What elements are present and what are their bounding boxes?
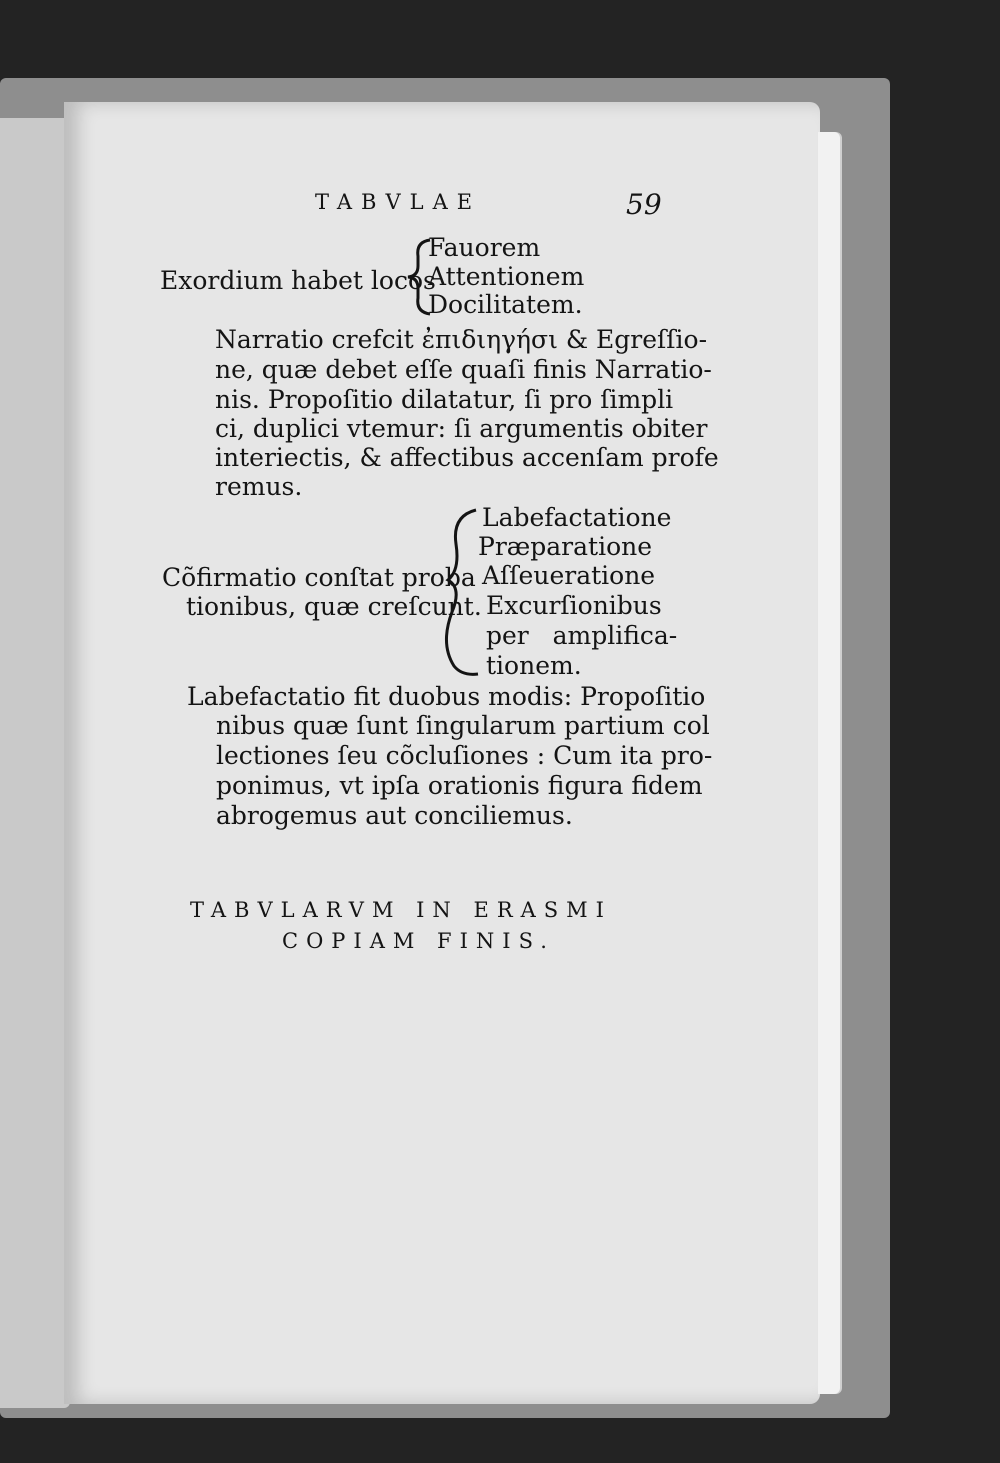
narratio-line-6: remus. [215,472,303,501]
page-number: 59 [626,188,662,221]
exordium-item-fauorem: Fauorem [428,233,541,262]
confirmatio-item-3: Aſſeueratione [482,561,656,590]
narratio-line-2: ne, quæ debet eſſe quaſi finis Narratio- [215,355,712,384]
running-title: TABVLAE [315,190,482,214]
left-page-edge [0,118,70,1408]
colophon-line-1: TABVLARVM IN ERASMI [190,898,612,922]
exordium-item-attentionem: Attentionem [428,262,585,291]
page-fore-edge [818,132,840,1394]
labefactatio-line-1: Labefactatio fit duobus modis: Propoſitio [187,682,706,711]
narratio-line-3: nis. Propoſitio dilatatur, ſi pro ſimpli [215,385,674,414]
labefactatio-line-4: ponimus, vt ipſa orationis figura fidem [216,771,703,800]
confirmatio-item-4: Excurſionibus [486,591,662,620]
confirmatio-item-5: per amplifica- [486,621,678,650]
confirmatio-item-1: Labefactatione [482,503,672,532]
exordium-label: Exordium habet locos [160,266,436,295]
exordium-item-docilitatem: Docilitatem. [428,290,583,319]
confirmatio-label-line-2: tionibus, quæ creſcunt. [186,592,482,621]
labefactatio-line-2: nibus quæ ſunt ſingularum partium col [216,711,710,740]
labefactatio-line-5: abrogemus aut conciliemus. [216,801,573,830]
narratio-line-4: ci, duplici vtemur: ſi argumentis obiter [215,414,708,443]
confirmatio-label-line-1: Cõfirmatio conſtat proba [162,563,476,592]
colophon-line-2: COPIAM FINIS. [282,929,555,953]
labefactatio-line-3: lectiones ſeu cõcluſiones : Cum ita pro- [216,741,713,770]
confirmatio-item-6: tionem. [486,651,582,680]
confirmatio-item-2: Præparatione [478,532,653,561]
confirmatio-brace-icon [440,504,484,680]
narratio-line-1: Narratio crefcit ἐπιδιηγήσι & Egreſſio- [215,325,708,354]
narratio-line-5: interiectis, & affectibus accenſam profe [215,443,719,472]
